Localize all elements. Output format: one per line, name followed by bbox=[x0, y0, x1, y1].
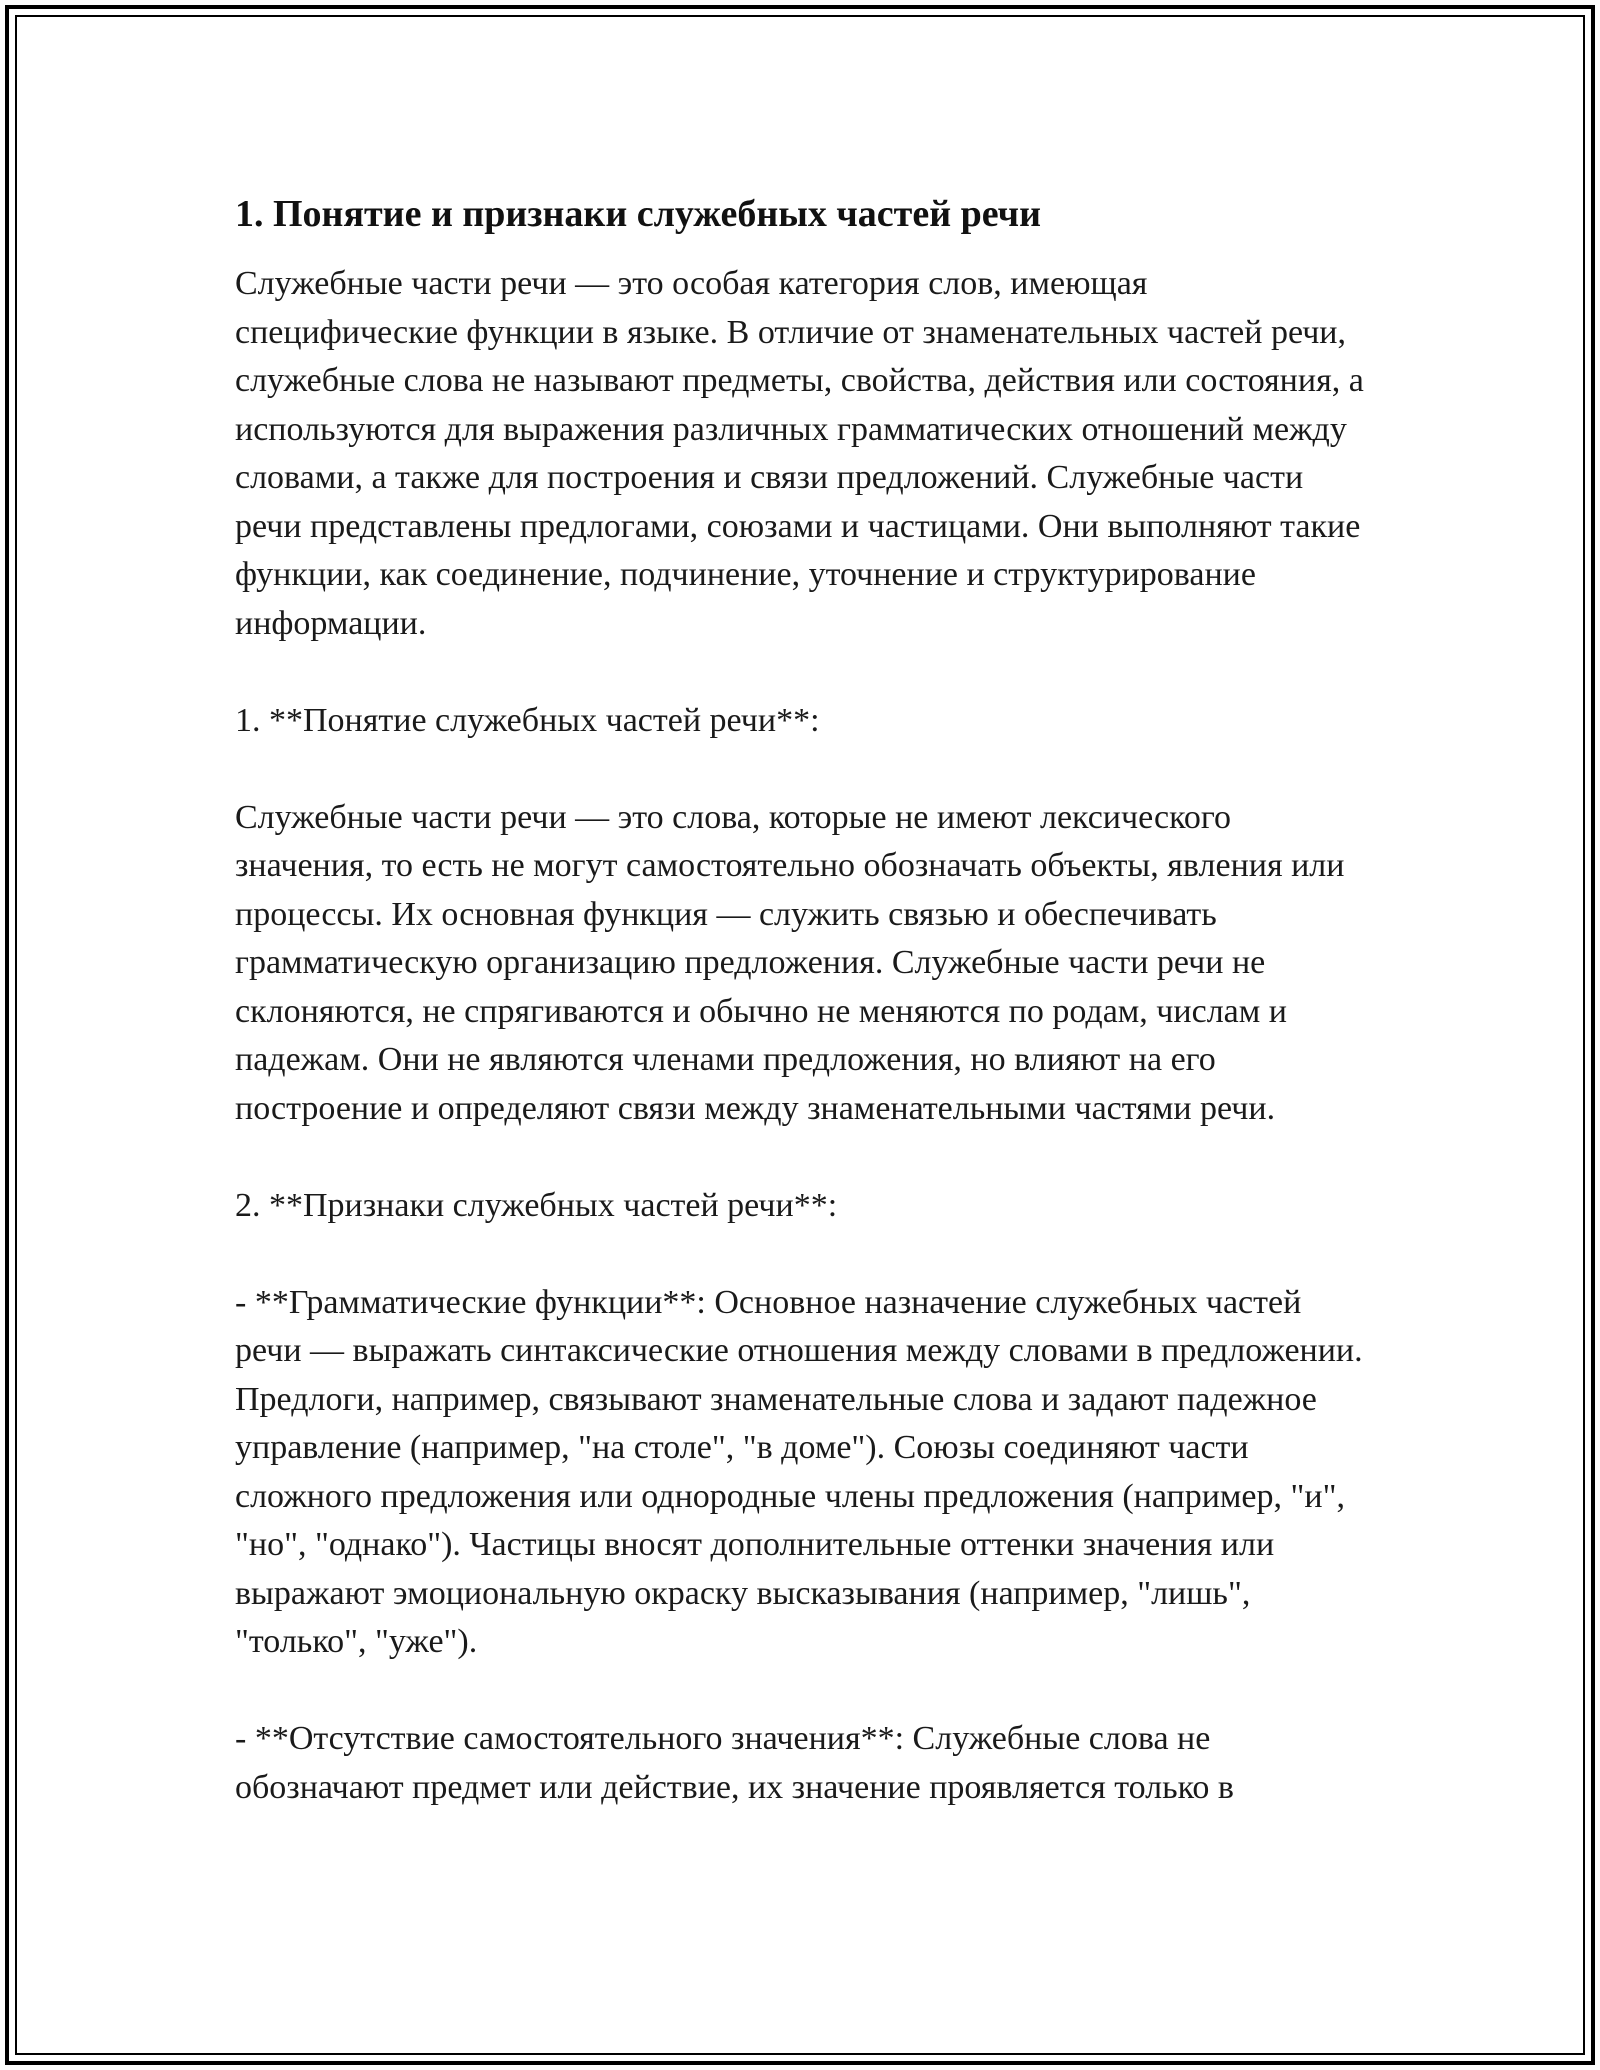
document-body bbox=[235, 188, 1375, 1861]
paragraph-concept: Служебные части речи — это слова, которые не имеют лексического значения, то есть не могут самостоятельно обозначать объекты, явления или процессы. Их основная функция — служить связью и обеспечивать грамматическую организацию предложения. Служебные части речи не склоняются, не спрягиваются и обычно не меняются по родам, числам и падежам. Они не являются членами предложения, но влияют на его построение и определяют связи между знаменательными частями речи. bbox=[235, 798, 1345, 1127]
paragraph-features-title: 2. **Признаки служебных частей речи**: bbox=[235, 1186, 838, 1224]
paragraph-no-independent-meaning: - **Отсутствие самостоятельного значения**: Служебные слова не обозначают предмет или действие, их значение проявляется только в bbox=[235, 1720, 1234, 1806]
section-heading: 1. Понятие и признаки служебных частей речи bbox=[235, 193, 1041, 235]
paragraph-intro: Служебные части речи — это особая категория слов, имеющая специфические функции в языке. В отличие от знаменательных частей речи, служебные слова не называют предметы, свойства, действия или состояния, а используются для выражения различных грамматических отношений между словами, а также для построения и связи предложений. Служебные части речи представлены предлогами, союзами и частицами. Они выполняют такие функции, как соединение, подчинение, уточнение и структурирование информации. bbox=[235, 265, 1364, 642]
paragraph-concept-title: 1. **Понятие служебных частей речи**: bbox=[235, 701, 820, 739]
paragraph-grammatical-functions: - **Грамматические функции**: Основное назначение служебных частей речи — выражать синтаксические отношения между словами в предложении. Предлоги, например, связывают знаменательные слова и задают падежное управление (например, "на столе", "в доме"). Союзы соединяют части сложного предложения или однородные члены предложения (например, "и", "но", "однако"). Частицы вносят дополнительные оттенки значения или выражают эмоциональную окраску высказывания (например, "лишь", "только", "уже"). bbox=[235, 1283, 1363, 1660]
